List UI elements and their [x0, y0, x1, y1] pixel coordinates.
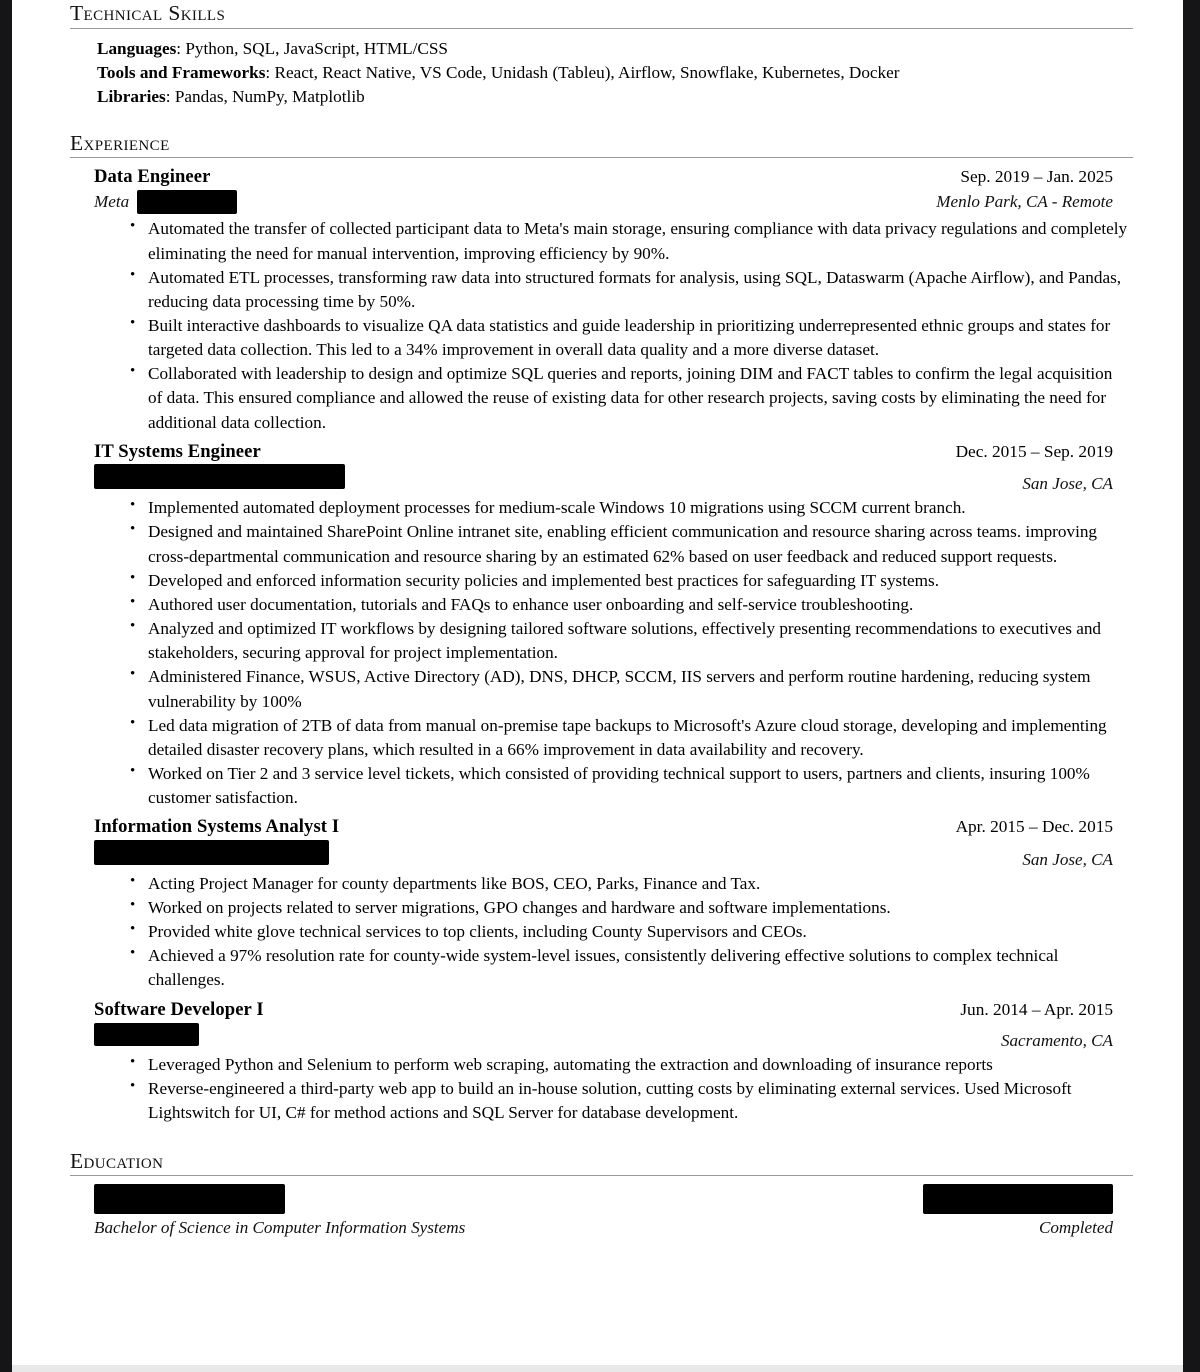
experience-entry: [94, 999, 1133, 1126]
job-location: San Jose, CA: [1022, 849, 1113, 869]
skills-row-languages: [97, 37, 1133, 61]
job-bullet: • Developed and enforced information security policies and implemented best practices for safeguarding IT systems.: [128, 569, 1128, 593]
section-education: [70, 1148, 1133, 1239]
section-title-experience: Experience: [70, 130, 170, 155]
job-bullet: • Analyzed and optimized IT workflows by designing tailored software solutions, effectively presenting recommendations to executives and stakeholders, securing approval for project implementation.: [128, 617, 1128, 665]
experience-entry: [94, 441, 1133, 811]
skills-list: [97, 37, 1133, 110]
job-dates: Jun. 2014 – Apr. 2015: [960, 999, 1113, 1019]
job-bullet-list: [94, 496, 1128, 810]
job-bullet: • Automated ETL processes, transforming raw data into structured formats for analysis, using SQL, Dataswarm (Apache Airflow), and Pandas, reducing data processing time by 50%.: [128, 266, 1128, 314]
redaction-bar: [94, 840, 329, 865]
job-title: Information Systems Analyst I: [94, 816, 340, 838]
window-left-edge: [0, 0, 12, 1372]
job-organization: [94, 1022, 199, 1048]
experience-entry-subheader: [94, 464, 1113, 495]
job-bullet: • Worked on Tier 2 and 3 service level tickets, which consisted of providing technical support to users, partners and clients, insuring 100% customer satisfaction.: [128, 762, 1128, 810]
job-dates: Apr. 2015 – Dec. 2015: [955, 817, 1113, 837]
job-dates: Sep. 2019 – Jan. 2025: [960, 167, 1113, 187]
job-bullet: • Collaborated with leadership to design and optimize SQL queries and reports, joining DIM and FACT tables to confirm the legal acquisition of data. This ensured compliance and allowed the reuse of existing data for other research projects, saving costs by eliminating the need for additional data collection.: [128, 362, 1128, 434]
job-bullet: • Leveraged Python and Selenium to perform web scraping, automating the extraction and downloading of insurance reports: [128, 1053, 1128, 1077]
education-status: Completed: [1038, 1218, 1113, 1238]
job-organization: [94, 189, 237, 215]
window-right-edge: [1183, 0, 1200, 1372]
section-technical-skills: [70, 0, 1133, 110]
education-entry: [94, 1184, 1133, 1238]
job-title: Data Engineer: [94, 166, 211, 188]
job-title: Software Developer I: [94, 998, 264, 1020]
job-bullet: • Acting Project Manager for county departments like BOS, CEO, Parks, Finance and Tax.: [128, 872, 1128, 896]
experience-entry-subheader: [94, 839, 1113, 870]
skills-label-libraries: Libraries: [97, 87, 166, 107]
skills-value-tools: React, React Native, VS Code, Unidash (Tableu), Airflow, Snowflake, Kubernetes, Docker: [274, 62, 900, 82]
section-divider: [70, 28, 1133, 29]
section-divider: [70, 1175, 1133, 1176]
job-bullet: • Administered Finance, WSUS, Active Directory (AD), DNS, DHCP, SCCM, IIS servers and perform routine hardening, reducing system vulnerability by 100%: [128, 665, 1128, 713]
job-location: San Jose, CA: [1022, 474, 1113, 494]
job-organization: [94, 464, 345, 490]
window-bottom-edge: [12, 1365, 1183, 1372]
job-bullet: • Worked on projects related to server migrations, GPO changes and hardware and software implementations.: [128, 896, 1128, 920]
experience-entry: [94, 166, 1133, 434]
education-redaction-row: [94, 1184, 1113, 1214]
redaction-bar: [94, 1184, 285, 1214]
experience-entry-header: [94, 999, 1113, 1021]
redaction-bar: [94, 464, 345, 489]
education-degree: Bachelor of Science in Computer Information Systems: [94, 1218, 466, 1238]
job-location: Menlo Park, CA - Remote: [936, 192, 1113, 212]
skills-label-languages: Languages: [97, 38, 177, 58]
job-bullet: • Designed and maintained SharePoint Online intranet site, enabling efficient communication and resource sharing across teams. improving cross-departmental communication and resource sharing by an estimated 62% based on user feedback and reduced support requests.: [128, 520, 1128, 568]
job-bullet-list: [94, 872, 1128, 993]
experience-entry-header: [94, 166, 1113, 188]
job-bullet: • Achieved a 97% resolution rate for county-wide system-level issues, consistently delivering effective solutions to complex technical challenges.: [128, 944, 1128, 992]
job-organization: [94, 839, 329, 865]
section-title-education: Education: [70, 1148, 164, 1173]
job-organization-name: Meta: [94, 192, 130, 212]
redaction-bar: [923, 1184, 1113, 1214]
redaction-bar: [94, 1023, 199, 1046]
job-location: Sacramento, CA: [1000, 1031, 1113, 1051]
experience-entry-subheader: [94, 189, 1113, 215]
job-bullet: • Led data migration of 2TB of data from manual on-premise tape backups to Microsoft's Azure cloud storage, developing and implementing detailed disaster recovery plans, which resulted in a 66% improvement in data availability and recovery.: [128, 714, 1128, 762]
resume-page: [12, 0, 1183, 1365]
skills-value-languages: Python, SQL, JavaScript, HTML/CSS: [185, 38, 448, 58]
job-bullet-list: [94, 1053, 1128, 1125]
resume-content: [70, 0, 1133, 1238]
job-bullet: • Provided white glove technical services to top clients, including County Supervisors and CEOs.: [128, 920, 1128, 944]
skills-row-libraries: [97, 85, 1133, 109]
skills-row-tools: [97, 61, 1133, 85]
job-dates: Dec. 2015 – Sep. 2019: [955, 441, 1113, 461]
skills-label-tools: Tools and Frameworks: [97, 62, 266, 82]
section-title-technical-skills: Technical Skills: [70, 1, 226, 25]
section-experience: [70, 130, 1133, 1126]
job-bullet: • Authored user documentation, tutorials and FAQs to enhance user onboarding and self-service troubleshooting.: [128, 593, 1128, 617]
experience-entry: [94, 816, 1133, 992]
experience-entry-subheader: [94, 1022, 1113, 1052]
experience-entry-header: [94, 816, 1113, 838]
skills-sep: :: [265, 62, 275, 82]
redaction-bar: [137, 190, 237, 214]
job-bullet: • Reverse-engineered a third-party web app to build an in-house solution, cutting costs by eliminating external services. Used Microsoft Lightswitch for UI, C# for method actions and SQL Server for database development.: [128, 1077, 1128, 1125]
skills-sep: :: [176, 38, 186, 58]
education-detail-row: [94, 1218, 1113, 1238]
section-divider: [70, 157, 1133, 158]
job-bullet-list: [94, 217, 1128, 434]
job-bullet: • Implemented automated deployment processes for medium-scale Windows 10 migrations using SCCM current branch.: [128, 496, 1128, 520]
job-bullet: • Built interactive dashboards to visualize QA data statistics and guide leadership in prioritizing underrepresented ethnic groups and states for targeted data collection. This led to a 34% improvement in overall data quality and a more diverse dataset.: [128, 314, 1128, 362]
skills-sep: :: [165, 87, 175, 107]
experience-entry-header: [94, 441, 1113, 463]
skills-value-libraries: Pandas, NumPy, Matplotlib: [174, 87, 365, 107]
job-title: IT Systems Engineer: [94, 440, 261, 462]
job-bullet: • Automated the transfer of collected participant data to Meta's main storage, ensuring compliance with data privacy regulations and completely eliminating the need for manual intervention, improving efficiency by 90%.: [128, 217, 1128, 265]
